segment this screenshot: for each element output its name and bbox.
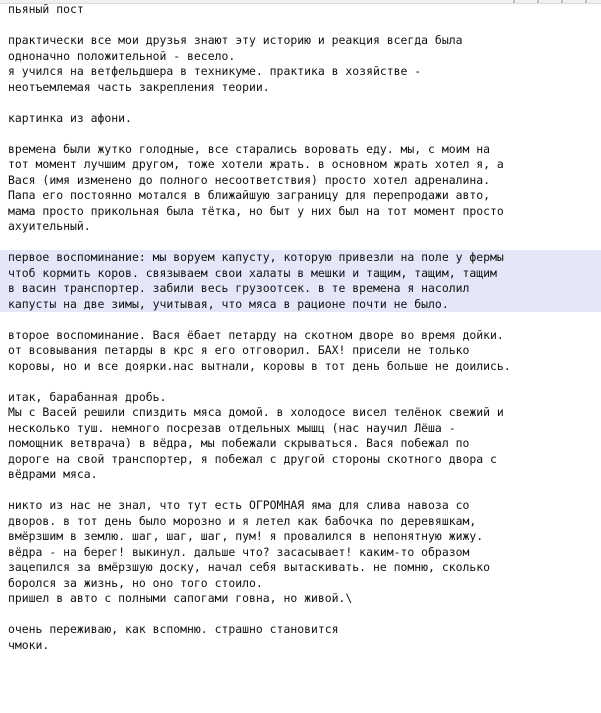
text-line: несколько туш. немного посрезав отдельных мышц (нас научил Лёша - [8, 420, 456, 435]
text-line: зацепился за вмёрзшую доску, начал себя вытаскивать. не помню, сколько [8, 560, 491, 574]
text-line: дворов. в тот день было морозно и я летел как бабочка по деревяшкам, [8, 513, 477, 528]
text-line: боролся за жизнь, но оно того стоило. [8, 575, 263, 590]
text-line: никто из нас не знал, что тут есть ОГРОМНАЯ яма для слива навоза со [8, 498, 470, 512]
text-line [0, 126, 601, 142]
text-line: очень переживаю, как вспомню. страшно становится [8, 622, 339, 636]
text-line: тот момент лучшим другом, тоже хотели жрать. в основном жрать хотел я, а [8, 157, 504, 171]
text-line: мама просто прикольная была тётка, но быт у них был на тот момент просто [8, 203, 504, 218]
text-line: ахуительный. [8, 219, 91, 233]
text-line: пьяный пост [8, 2, 84, 16]
text-line: одноначно положительной - весело. [8, 48, 236, 63]
highlighted-text-line: чтоб кормить коров. связываем свои халаты в мешки и тащим, тащим, тащим [0, 266, 601, 282]
text-line [0, 18, 601, 34]
highlighted-text-line: в васин транспортер. забили весь грузоотсек. в те времена я насолил [0, 281, 601, 297]
text-line [0, 483, 601, 499]
document-body[interactable] [0, 2, 601, 713]
text-line [0, 312, 601, 328]
text-line: вмёрзшим в землю. шаг, шаг, шаг, пум! я провалился в непонятную жижу. [8, 529, 484, 543]
text-line [0, 95, 601, 111]
text-line: от всовывания петарды в крс я его отговорил. БАХ! присели не только [8, 343, 470, 357]
text-line: дороге на свой транспортер, я побежал с другой стороны скотного двора с [8, 451, 497, 466]
text-line [0, 374, 601, 390]
text-line [0, 235, 601, 251]
highlighted-text-line: первое воспоминание: мы воруем капусту, которую привезли на поле у фермы [0, 250, 601, 266]
text-line: Вася (имя изменено до полного несоответствия) просто хотел адреналина. [8, 172, 491, 187]
text-line: практически все мои друзья знают эту историю и реакция всегда была [8, 33, 463, 47]
text-line: Папа его постоянно мотался в ближайшую заграницу для перепродажи авто, [8, 188, 491, 202]
text-line: времена были жутко голодные, все старались воровать еду. мы, с моим на [8, 141, 491, 156]
text-line: итак, барабанная дробь. [8, 389, 167, 404]
text-line: коровы, но и все доярки.нас вытнали, коровы в тот день больше не доились. [8, 358, 511, 373]
text-line: вёдрами мяса. [8, 467, 98, 481]
text-line: картинка из афони. [8, 110, 132, 125]
text-line: помощник ветврача) в вёдра, мы побежали скрываться. Вася побежал по [8, 436, 470, 450]
text-line: второе воспоминание. Вася ёбает петарду на скотном дворе во время дойки. [8, 327, 504, 342]
text-line: неотъемлемая часть закрепления теории. [8, 79, 270, 94]
text-line: я учился на ветфельдшера в техникуме. практика в хозяйстве - [8, 64, 422, 78]
text-line: вёдра - на берег! выкинул. дальше что? засасывает! каким-то образом [8, 544, 470, 559]
text-line: пришел в авто с полными сапогами говна, но живой.\ [8, 591, 353, 605]
text-line: чмоки. [8, 637, 50, 652]
text-line [0, 607, 601, 623]
highlighted-text-line: капусты на две зимы, учитывая, что мяса в рационе почти не было. [0, 297, 601, 313]
text-line: Мы с Васей решили спиздить мяса домой. в холодосе висел телёнок свежий и [8, 405, 504, 419]
